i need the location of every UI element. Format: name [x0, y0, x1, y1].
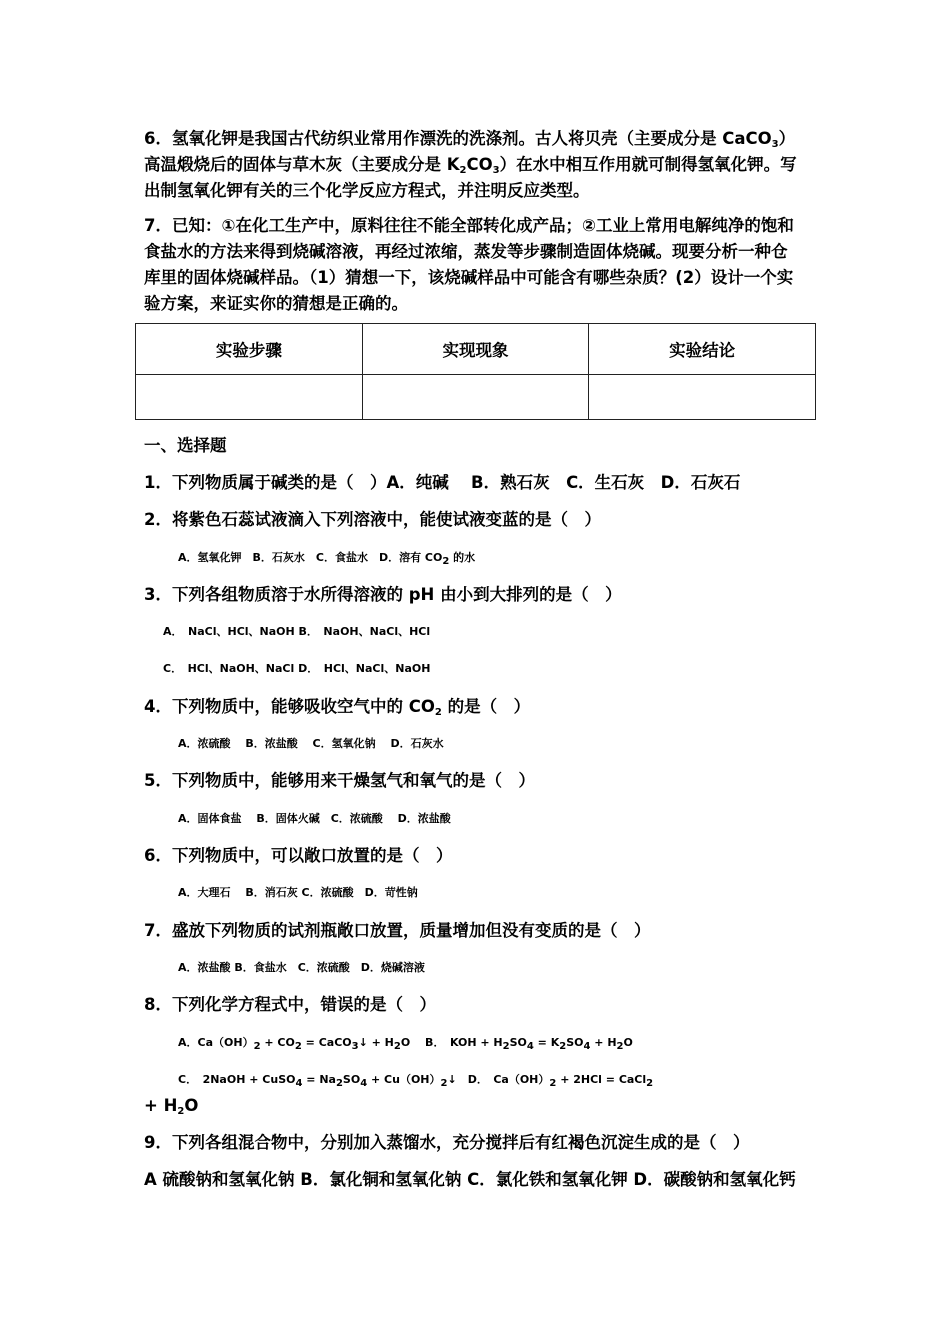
- table-cell: [362, 375, 589, 420]
- table-header-cell: 实验结论: [589, 324, 816, 375]
- mc-q4-options: A．浓硫酸 B．浓盐酸 C．氢氧化钠 D．石灰水: [178, 737, 444, 750]
- experiment-table: [135, 323, 816, 420]
- mc-q7-options: A．浓盐酸 B．食盐水 C．浓硫酸 D．烧碱溶液: [178, 961, 425, 974]
- mc-q1: 1．下列物质属于碱类的是（ ）A．纯碱 B．熟石灰 C．生石灰 D．石灰石: [144, 473, 741, 492]
- mc-q3-options-ab: A． NaCl、HCl、NaOH B． NaOH、NaCl、HCl: [163, 625, 431, 638]
- mc-q8: 8．下列化学方程式中，错误的是（ ）: [144, 995, 436, 1014]
- mc-q9-options: A 硫酸钠和氢氧化钠 B．氯化铜和氢氧化钠 C．氯化铁和氢氧化钾 D．碳酸钠和氢氧化钙: [144, 1170, 796, 1189]
- mc-q6-options: A．大理石 B．消石灰 C．浓硫酸 D．苛性钠: [178, 886, 418, 899]
- table-row: [136, 375, 816, 420]
- q6-line3: 出制氢氧化钾有关的三个化学反应方程式，并注明反应类型。: [144, 181, 590, 200]
- mc-q3: 3．下列各组物质溶于水所得溶液的 pH 由小到大排列的是（ ）: [144, 585, 622, 604]
- table-header-cell: 实验步骤: [136, 324, 363, 375]
- mc-q2: 2．将紫色石蕊试液滴入下列溶液中，能使试液变蓝的是（ ）: [144, 510, 601, 529]
- mc-q2-options: A．氢氧化钾 B．石灰水 C．食盐水 D．溶有 $CO_2$ 的水: [178, 551, 476, 567]
- q7-line4: 验方案，来证实你的猜想是正确的。: [144, 294, 408, 313]
- mc-q5-options: A．固体食盐 B．固体火碱 C．浓硫酸 D．浓盐酸: [178, 812, 451, 825]
- mc-q8-options-cd-cont: + $H_2O$: [144, 1096, 199, 1117]
- q7-line2: 食盐水的方法来得到烧碱溶液，再经过浓缩，蒸发等步骤制造固体烧碱。现要分析一种仓: [144, 242, 788, 261]
- q7-line3: 库里的固体烧碱样品。（1）猜想一下，该烧碱样品中可能含有哪些杂质？(2）设计一个实: [144, 268, 794, 287]
- mc-q4: 4．下列物质中，能够吸收空气中的 $CO_2$ 的是（ ）: [144, 697, 531, 718]
- section-title: 一、选择题: [144, 436, 227, 455]
- mc-q5: 5．下列物质中，能够用来干燥氢气和氧气的是（ ）: [144, 771, 535, 790]
- table-cell: [136, 375, 363, 420]
- q7-line1: 7．已知：①在化工生产中，原料往往不能全部转化成产品；②工业上常用电解纯净的饱和: [144, 216, 794, 235]
- mc-q6: 6．下列物质中，可以敞口放置的是（ ）: [144, 846, 453, 865]
- mc-q8-options-ab: A．$Ca(OH)_2 + CO_2$ = CaCO$_3$↓ + $H_2O$ B． KOH + $H_2SO_4 = K_2SO_4 + H_2O$: [178, 1036, 633, 1052]
- mc-q7: 7．盛放下列物质的试剂瓶敞口放置，质量增加但没有变质的是（ ）: [144, 921, 651, 940]
- q6-line2: 高温煅烧后的固体与草木灰（主要成分是 $K_2CO_3$）在水中相互作用就可制得氢氧化钾。写: [144, 155, 797, 176]
- table-header-row: [136, 324, 816, 375]
- table-cell: [589, 375, 816, 420]
- mc-q8-options-cd: C． 2NaOH + CuSO$_4$ = $Na_2SO_4$ + $Cu(OH)_2↓$ D． $Ca(OH)_2 + 2HCl$ = CaCl$_2$: [178, 1073, 654, 1089]
- mc-q9: 9．下列各组混合物中，分别加入蒸馏水，充分搅拌后有红褐色沉淀生成的是（ ）: [144, 1133, 750, 1152]
- q6-line1: 6．氢氧化钾是我国古代纺织业常用作漂洗的洗涤剂。古人将贝壳（主要成分是 CaCO$_3$）: [144, 129, 796, 150]
- mc-q3-options-cd: C． HCl、NaOH、NaCl D． HCl、NaCl、NaOH: [163, 662, 431, 675]
- table-header-cell: 实现现象: [362, 324, 589, 375]
